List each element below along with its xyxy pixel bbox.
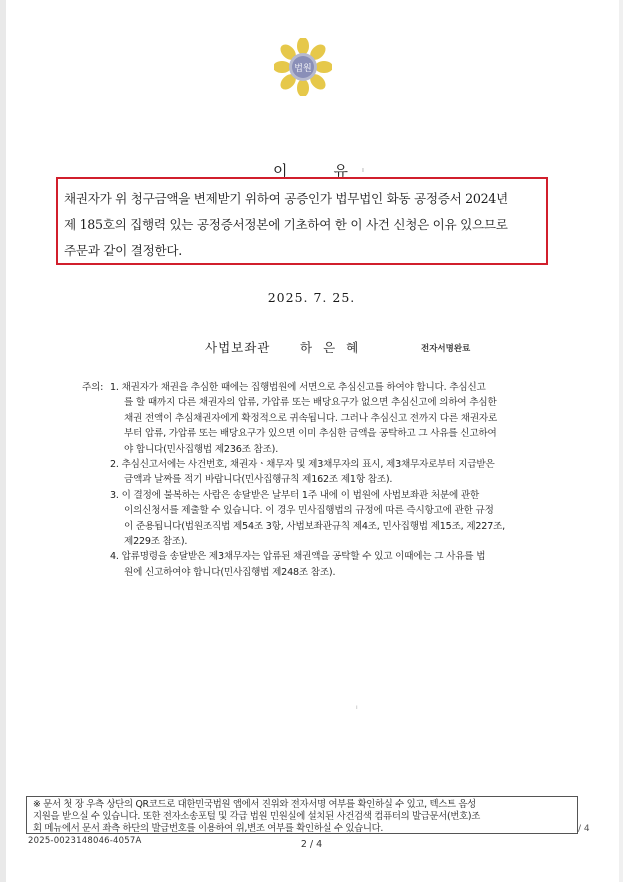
page-side-marker: / 4 bbox=[578, 824, 590, 834]
notice-line: 이의신청서를 제출할 수 있습니다. 이 경우 민사집행법의 규정에 따른 즉시항고에 관한 규정 bbox=[124, 505, 494, 517]
notice-line: 부터 압류, 가압류 또는 배당요구가 있으면 이미 추심한 금액을 공탁하고 그 사유를 신고하여 bbox=[124, 428, 497, 440]
notice-item bbox=[92, 549, 562, 580]
notice-line: 금액과 날짜를 적기 바랍니다(민사집행규칙 제162조 제1항 참조). bbox=[124, 474, 393, 486]
notice-line: 2. 추심신고서에는 사건번호, 채권자ㆍ채무자 및 제3채무자의 표시, 제3채무자로부터 지급받은 bbox=[110, 459, 495, 471]
reason-text bbox=[64, 186, 544, 264]
verification-notice-line: 회 메뉴에서 문서 좌측 하단의 발급번호를 이용하여 위,변조 여부를 확인하실 수 있습니다. bbox=[33, 823, 384, 835]
notice-line: 채권 전액이 추심채권자에게 확정적으로 귀속됩니다. 그러나 추심신고 전까지 다른 채권자로 bbox=[124, 412, 498, 424]
emblem-text: 법원 bbox=[294, 64, 312, 74]
verification-notice-line: 지원을 받으실 수 있습니다. 또한 전자소송포털 및 각급 법원 민원실에 설치된 사건검색 컴퓨터의 발급문서(번호)조 bbox=[33, 811, 481, 823]
reason-line: 채권자가 위 청구금액을 변제받기 위하여 공증인가 법무법인 화동 공정증서 2024년 bbox=[64, 191, 508, 206]
page-number: 2 / 4 bbox=[300, 839, 323, 850]
notice-line: 3. 이 결정에 불복하는 사람은 송달받은 날부터 1주 내에 이 법원에 사법보좌관 처분에 관한 bbox=[110, 489, 480, 501]
signer-role: 사법보좌관 bbox=[205, 340, 271, 355]
reason-line: 주문과 같이 결정한다. bbox=[64, 243, 182, 258]
notice-item bbox=[92, 457, 562, 488]
scan-mark: ı bbox=[362, 166, 364, 174]
notice-line: 야 합니다(민사집행법 제236조 참조). bbox=[124, 443, 279, 455]
notice-line: 를 할 때까지 다른 채권자의 압류, 가압류 또는 배당요구가 없으면 추심신고에 의하여 추심한 bbox=[124, 397, 497, 409]
notice-section bbox=[82, 380, 562, 580]
signer-name: 하은혜 bbox=[300, 340, 370, 355]
issuance-number: 2025-0023148046-4057A bbox=[28, 836, 142, 846]
page-edge-left bbox=[0, 0, 6, 882]
verification-notice-line: ※ 문서 첫 장 우측 상단의 QR코드로 대한민국법원 앱에서 진위와 전자서명 여부를 확인하실 수 있고, 텍스트 음성 bbox=[33, 799, 476, 810]
reason-line: 제 185호의 집행력 있는 공정증서정본에 기초하여 한 이 사건 신청은 이유 있으므로 bbox=[64, 217, 508, 232]
scan-mark: ı bbox=[356, 704, 358, 711]
court-emblem-icon bbox=[274, 38, 332, 96]
electronic-signature-label: 전자서명완료 bbox=[421, 344, 471, 354]
notice-line: 이 준용됩니다(법원조직법 제54조 3항, 사법보좌관규칙 제4조, 민사집행법 제15조, 제227조, bbox=[124, 520, 506, 532]
notice-item bbox=[92, 488, 562, 550]
page-edge-right bbox=[619, 0, 623, 882]
notice-line: 1. 채권자가 채권을 추심한 때에는 집행법원에 서면으로 추심신고를 하여야 합니다. 추심신고 bbox=[110, 382, 486, 393]
notice-item bbox=[92, 380, 562, 457]
notice-line: 원에 신고하여야 합니다(민사집행법 제248조 참조). bbox=[124, 566, 336, 578]
notice-line: 4. 압류명령을 송달받은 제3채무자는 압류된 채권액을 공탁할 수 있고 이때에는 그 사유를 법 bbox=[110, 551, 486, 563]
notice-prefix: 주의: bbox=[82, 382, 104, 393]
reason-heading-left: 이 bbox=[273, 162, 290, 180]
decision-date: 2025. 7. 25. bbox=[267, 290, 356, 305]
signature-line bbox=[0, 338, 623, 358]
verification-notice-box bbox=[26, 796, 578, 834]
notice-line: 제229조 참조). bbox=[124, 536, 188, 548]
reason-heading-right: 유 bbox=[333, 162, 350, 180]
